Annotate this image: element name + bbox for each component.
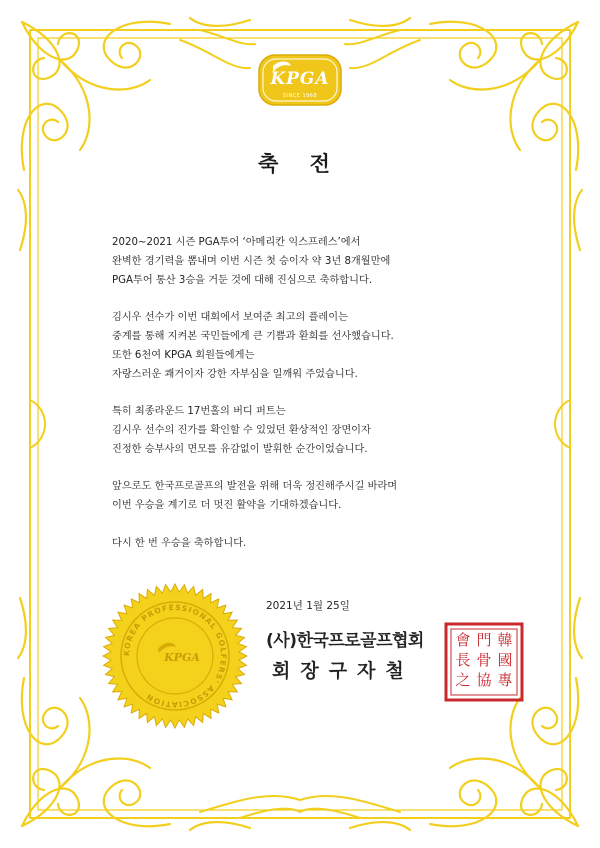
president-name: 회장구자철 [272,660,414,682]
paragraph [112,403,512,459]
stamp-char: 骨 [476,651,492,669]
stamp-char: 韓 [497,631,513,649]
paragraph [112,478,512,516]
text-line: 이번 우승을 계기로 더 멋진 활약을 기대하겠습니다. [112,500,342,512]
stamp-char: 長 [455,651,471,669]
red-stamp-icon [443,621,525,703]
stamp-char: 協 [476,671,492,689]
letter-date: 2021년 1월 25일 [266,600,350,612]
logo-since-text: SINCE 1968 [282,93,318,99]
text-line: 자랑스러운 쾌거이자 강한 자부심을 일깨워 주었습니다. [112,368,358,380]
stamp-char: 之 [455,671,471,689]
stamp-char: 專 [497,671,513,689]
text-line: 또한 6천여 KPGA 회원들에게는 [112,349,255,361]
text-line: 앞으로도 한국프로골프의 발전을 위해 더욱 정진해주시길 바라며 [112,481,398,493]
paragraph [112,535,512,554]
stamp-char: 國 [497,651,513,669]
text-line: 다시 한 번 우승을 축하합니다. [112,537,247,549]
text-line: 김시우 선수가 이번 대회에서 보여준 최고의 플레이는 [112,312,348,324]
stamp-char: 會 [455,631,471,649]
logo-text: KPGA [270,69,330,89]
page-title: 축 전 [258,152,342,176]
text-line: 김시우 선수의 진가를 확인할 수 있었던 환상적인 장면이자 [112,424,371,436]
text-line: PGA투어 통산 3승을 거둔 것에 대해 진심으로 축하합니다. [112,274,373,286]
seal-ring-text: KOREA PROFESSIONAL GOLFERS' ASSOCIATION [121,602,229,710]
text-line: 완벽한 경기력을 뽐내며 이번 시즌 첫 승이자 약 3년 8개월만에 [112,255,391,267]
text-line: 2020~2021 시즌 PGA투어 ‘아메리칸 익스프레스’에서 [112,237,361,248]
paragraph [112,309,512,384]
text-line: 중계를 통해 지켜본 국민들에게 큰 기쁨과 환희를 선사했습니다. [112,330,394,342]
text-line: 진정한 승부사의 면모를 유감없이 발휘한 순간이었습니다. [112,443,368,455]
gold-seal-icon [102,583,248,729]
paragraph [112,234,512,290]
stamp-char: 門 [476,631,492,649]
letter-body [112,234,512,572]
text-line: 특히 최종라운드 17번홀의 버디 퍼트는 [112,406,286,418]
seal-center-text: KPGA [164,651,200,664]
organization-name: (사)한국프로골프협회 [266,631,424,651]
kpga-logo [257,52,343,108]
